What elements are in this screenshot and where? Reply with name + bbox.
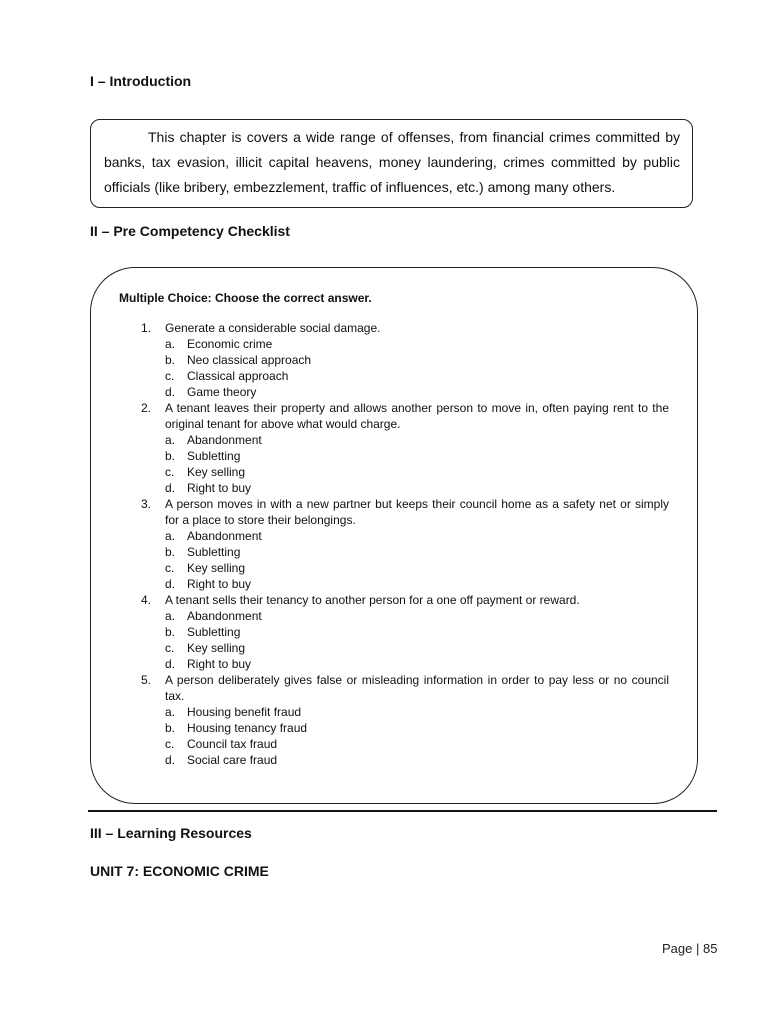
option-text: Right to buy xyxy=(187,657,252,671)
option-letter: b. xyxy=(165,625,176,639)
option-text: Neo classical approach xyxy=(187,353,312,367)
option-text: Key selling xyxy=(187,465,246,479)
question-text: A tenant leaves their property and allows another person to move in, often paying rent to the original tenant for above what would charge. xyxy=(165,401,669,431)
option-letter: c. xyxy=(165,641,175,655)
option-text: Subletting xyxy=(187,625,241,639)
option-letter: b. xyxy=(165,449,176,463)
section-heading-checklist: II – Pre Competency Checklist xyxy=(90,223,290,239)
question-number: 2. xyxy=(141,401,152,415)
unit-title: UNIT 7: ECONOMIC CRIME xyxy=(90,863,269,879)
answer-option xyxy=(165,752,669,768)
answer-option xyxy=(165,544,669,560)
option-letter: c. xyxy=(165,465,175,479)
question-number: 1. xyxy=(141,321,152,335)
option-text: Abandonment xyxy=(187,529,262,543)
question-list xyxy=(121,320,669,768)
answer-option xyxy=(165,720,669,736)
answer-option xyxy=(165,624,669,640)
quiz-instruction: Multiple Choice: Choose the correct answer. xyxy=(119,291,372,305)
option-text: Subletting xyxy=(187,449,241,463)
option-letter: b. xyxy=(165,353,176,367)
option-text: Right to buy xyxy=(187,577,252,591)
option-text: Key selling xyxy=(187,561,246,575)
answer-option xyxy=(165,560,669,576)
question-item xyxy=(121,320,669,400)
option-text: Economic crime xyxy=(187,337,273,351)
intro-paragraph xyxy=(104,125,680,200)
question-item xyxy=(121,496,669,592)
question-number: 3. xyxy=(141,497,152,511)
answer-option xyxy=(165,576,669,592)
option-letter: a. xyxy=(165,705,176,719)
option-letter: a. xyxy=(165,433,176,447)
question-text: Generate a considerable social damage. xyxy=(165,321,381,335)
section-divider xyxy=(88,810,717,812)
option-text: Subletting xyxy=(187,545,241,559)
question-item xyxy=(121,592,669,672)
option-letter: b. xyxy=(165,721,176,735)
section-heading-resources: III – Learning Resources xyxy=(90,825,252,841)
option-letter: b. xyxy=(165,545,176,559)
question-item xyxy=(121,672,669,768)
question-number: 4. xyxy=(141,593,152,607)
option-letter: c. xyxy=(165,737,175,751)
answer-option xyxy=(165,432,669,448)
question-text: A person moves in with a new partner but keeps their council home as a safety net or simply for a place to store their belongings. xyxy=(165,497,669,527)
option-text: Council tax fraud xyxy=(187,737,278,751)
option-letter: a. xyxy=(165,609,176,623)
option-text: Right to buy xyxy=(187,481,252,495)
option-text: Social care fraud xyxy=(187,753,278,767)
option-text: Key selling xyxy=(187,641,246,655)
option-letter: d. xyxy=(165,577,176,591)
answer-option xyxy=(165,336,669,352)
answer-option xyxy=(165,736,669,752)
option-text: Classical approach xyxy=(187,369,289,383)
question-item xyxy=(121,400,669,496)
option-letter: d. xyxy=(165,481,176,495)
option-letter: d. xyxy=(165,385,176,399)
option-text: Housing tenancy fraud xyxy=(187,721,308,735)
answer-option xyxy=(165,480,669,496)
option-letter: a. xyxy=(165,337,176,351)
section-heading-introduction: I – Introduction xyxy=(90,73,192,89)
option-letter: d. xyxy=(165,657,176,671)
option-text: Abandonment xyxy=(187,609,262,623)
answer-option xyxy=(165,352,669,368)
option-text: Game theory xyxy=(187,385,257,399)
option-letter: c. xyxy=(165,369,175,383)
answer-option xyxy=(165,384,669,400)
question-text: A person deliberately gives false or misleading information in order to pay less or no council tax. xyxy=(165,673,669,703)
answer-option xyxy=(165,464,669,480)
answer-option xyxy=(165,704,669,720)
option-letter: a. xyxy=(165,529,176,543)
question-text: A tenant sells their tenancy to another person for a one off payment or reward. xyxy=(165,593,580,607)
answer-option xyxy=(165,368,669,384)
intro-text: This chapter is covers a wide range of offenses, from financial crimes committed by banks, tax evasion, illicit capital heavens, money laundering, crimes committed by public officials (like bribery, embezzlement, traffic of influences, etc.) among many others. xyxy=(104,129,680,195)
answer-option xyxy=(165,448,669,464)
answer-option xyxy=(165,608,669,624)
answer-option xyxy=(165,640,669,656)
question-number: 5. xyxy=(141,673,152,687)
option-text: Housing benefit fraud xyxy=(187,705,302,719)
page-number: Page | 85 xyxy=(662,941,718,956)
answer-option xyxy=(165,528,669,544)
option-text: Abandonment xyxy=(187,433,262,447)
option-letter: d. xyxy=(165,753,176,767)
option-letter: c. xyxy=(165,561,175,575)
answer-option xyxy=(165,656,669,672)
